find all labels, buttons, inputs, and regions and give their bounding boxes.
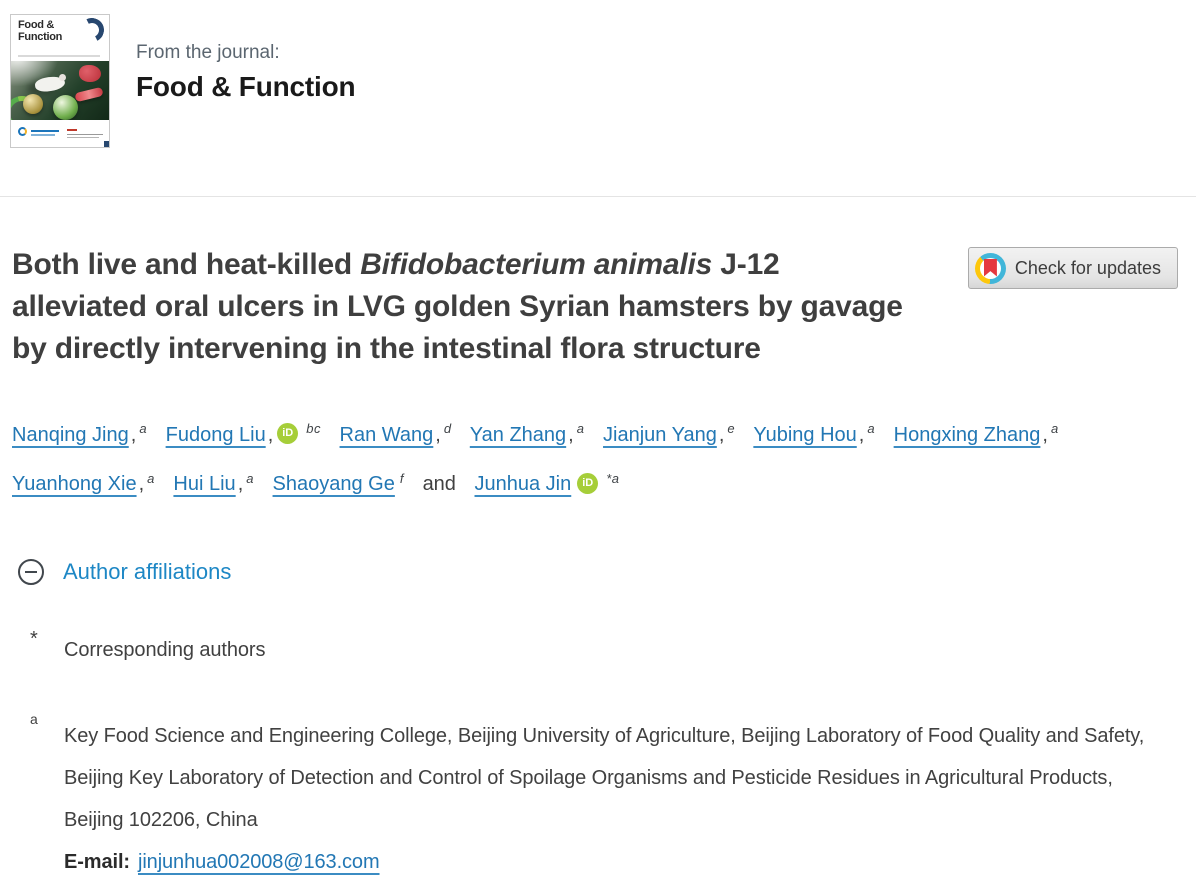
- author-item: [165, 421, 321, 446]
- article-title: [12, 244, 917, 370]
- journal-meta: [136, 14, 355, 103]
- journal-name[interactable]: Food & Function: [136, 71, 356, 102]
- author-affil-sup: a: [576, 421, 585, 436]
- author-separator: ,: [267, 423, 274, 446]
- author-affil-sup: f: [399, 470, 404, 486]
- cover-artwork: [11, 61, 109, 122]
- author-link[interactable]: Nanqing Jing: [12, 423, 129, 446]
- author-item: [12, 470, 155, 496]
- email-line: [64, 841, 1149, 883]
- authors-and-word: and: [422, 473, 456, 496]
- author-affiliations-toggle[interactable]: [18, 559, 231, 585]
- author-separator: ,: [1042, 423, 1048, 446]
- author-affil-sup: a: [246, 470, 254, 486]
- author-affil-sup: a: [139, 421, 148, 436]
- author-item: [893, 421, 1059, 446]
- author-separator: ,: [718, 423, 725, 446]
- cover-arc-decoration: [77, 15, 107, 45]
- cover-title: Food & Function: [18, 19, 63, 43]
- author-item: [753, 421, 876, 446]
- author-separator: ,: [130, 423, 137, 446]
- crossmark-icon: [975, 253, 1006, 284]
- author-item: [173, 470, 254, 496]
- author-link[interactable]: Hui Liu: [173, 473, 236, 496]
- article-main: [0, 197, 1196, 883]
- author-link[interactable]: Ran Wang: [339, 423, 434, 446]
- affiliation-text: Key Food Science and Engineering College, Beijing University of Agriculture, Beijing Laboratory of Food Quality and Safety, Beijing Key Laboratory of Detection and Control of Spoilage Organisms and Pesticide Residues in Agricultural Products, Beijing 102206, China: [64, 725, 1145, 832]
- email-link[interactable]: jinjunhua002008@163.com: [137, 851, 380, 874]
- author-link[interactable]: Hongxing Zhang: [893, 423, 1041, 446]
- author-affiliations-label: Author affiliations: [63, 559, 232, 585]
- author-separator: ,: [858, 423, 865, 446]
- author-affil-sup: a: [867, 421, 876, 436]
- author-separator: ,: [435, 423, 441, 446]
- author-separator: ,: [138, 473, 145, 496]
- author-affil-sup: *a: [606, 470, 620, 486]
- author-list: [12, 407, 1178, 506]
- collapse-minus-icon: [18, 559, 44, 585]
- email-label: E-mail:: [64, 851, 130, 874]
- author-separator: ,: [568, 423, 574, 446]
- rsc-logo-icon: [18, 127, 27, 136]
- cover-tagline-decoration: [18, 55, 100, 57]
- corresponding-authors-note: [12, 629, 1178, 671]
- affiliation-marker: a: [30, 711, 38, 728]
- author-item: [339, 421, 452, 446]
- author-item: [469, 421, 585, 446]
- author-item: [474, 470, 620, 496]
- cover-footer: [11, 120, 109, 147]
- check-for-updates-label: Check for updates: [1014, 257, 1161, 278]
- check-for-updates-button[interactable]: [968, 247, 1178, 289]
- author-affil-sup: bc: [306, 421, 321, 436]
- author-item: [272, 470, 404, 496]
- orcid-icon[interactable]: iD: [577, 473, 598, 494]
- author-item: [12, 421, 148, 446]
- from-journal-label: From the journal:: [136, 42, 280, 63]
- journal-header: [0, 0, 1196, 197]
- corresponding-marker: *: [30, 628, 38, 651]
- orcid-icon[interactable]: iD: [277, 423, 298, 444]
- author-item: [603, 421, 736, 446]
- author-link[interactable]: Yuanhong Xie: [12, 473, 137, 496]
- corresponding-label: Corresponding authors: [64, 639, 266, 662]
- author-link[interactable]: Yubing Hou: [753, 423, 857, 446]
- author-affil-sup: d: [443, 421, 452, 436]
- author-link[interactable]: Jianjun Yang: [603, 423, 717, 446]
- author-link[interactable]: Shaoyang Ge: [272, 473, 395, 496]
- title-row: [12, 244, 1178, 370]
- affiliation-item-a: [12, 711, 1178, 883]
- cover-intestine-illustration: [79, 65, 101, 82]
- author-link[interactable]: Fudong Liu: [165, 423, 266, 446]
- author-link[interactable]: Junhua Jin: [474, 473, 572, 496]
- author-link[interactable]: Yan Zhang: [469, 423, 567, 446]
- title-text: Both live and heat-killed: [12, 248, 361, 281]
- author-affil-sup: e: [727, 421, 736, 436]
- journal-cover-thumbnail[interactable]: [10, 14, 110, 148]
- author-affil-sup: a: [147, 470, 155, 486]
- title-species-italic: Bifidobacterium animalis: [360, 248, 713, 281]
- author-affil-sup: a: [1050, 421, 1059, 436]
- title-text-cont: J-12 alleviated oral ulcers in LVG golden Syrian hamsters by gavage by directly intervening in the intestinal flora structure: [12, 248, 903, 365]
- author-separator: ,: [237, 473, 244, 496]
